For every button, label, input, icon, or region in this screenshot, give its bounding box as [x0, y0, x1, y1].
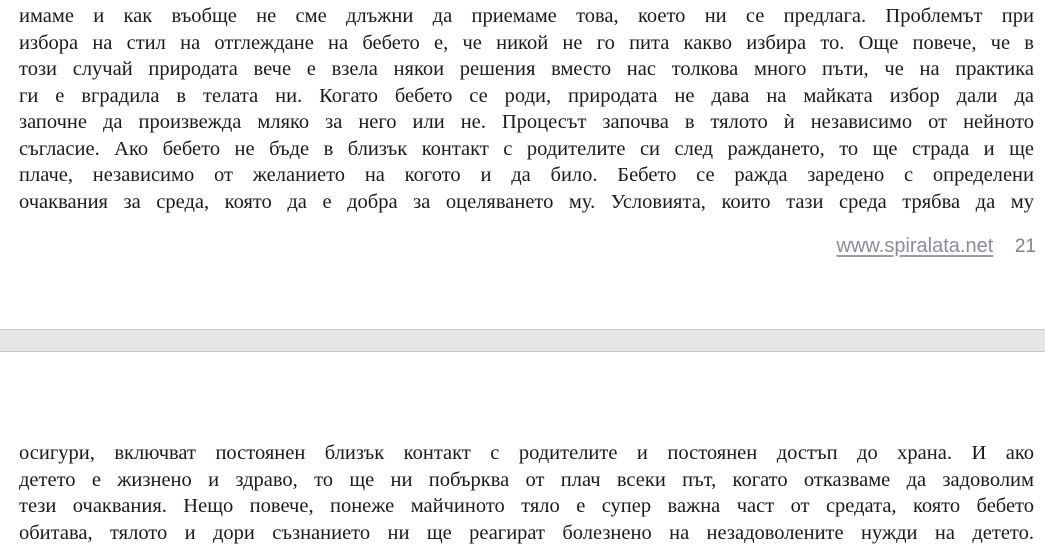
document-page-22 [0, 352, 1045, 551]
text-line: започне да произвежда мляко за него или не. Процесът започва в тялото ѝ независимо от нейното [19, 111, 1034, 133]
website-link[interactable]: www.spiralata.net [836, 235, 994, 257]
text-line: осигури, включват постоянен близък контакт с родителите и постоянен достъп до храна. И ако [19, 442, 1034, 464]
text-line: детето е жизнено и здраво, то ще ни побърква от плач всеки път, когато отказваме да задоволим [19, 468, 1034, 491]
page-body-text [19, 3, 1034, 215]
text-line: ги е вградила в телата ни. Когато бебето се роди, природата не дава на майката избор дали да [19, 84, 1034, 107]
text-line: този случай природата вече е взела някои решения вместо нас толкова много пъти, че на практика [19, 58, 1034, 80]
text-line: очаквания за среда, която да е добра за оцеляването му. Условията, които тази среда трябва да му [19, 190, 1034, 213]
page-number: 21 [1014, 236, 1036, 257]
page-separator [0, 329, 1045, 352]
text-line: имаме и как въобще не сме длъжни да приемаме това, което ни се предлага. Проблемът при [19, 5, 1034, 27]
page-body-text [19, 440, 1034, 546]
text-line: съгласие. Ако бебето не бъде в близък контакт с родителите си след раждането, то ще страда и ще [19, 137, 1034, 160]
text-line: плаче, независимо от желанието на когото и да било. Бебето се ражда заредено с определени [19, 164, 1034, 186]
text-line: избора на стил на отглеждане на бебето е, че никой не го пита какво избира то. Още повече, че в [19, 31, 1034, 54]
text-line: тези очаквания. Нещо повече, понеже майчиното тяло е супер важна част от средата, която бебето [19, 495, 1034, 517]
text-line: обитава, тялото и дори съзнанието ни ще реагират болезнено на незадоволените нужди на детето. [19, 521, 1034, 544]
page-footer [837, 233, 1036, 260]
